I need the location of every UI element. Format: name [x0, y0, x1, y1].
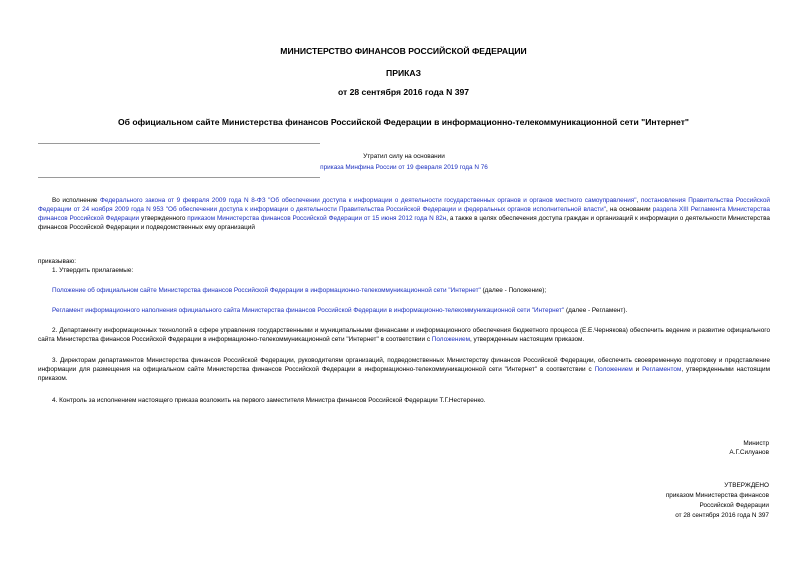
document-type: ПРИКАЗ [386, 68, 421, 78]
approval-line-1: УТВЕРЖДЕНО [724, 482, 769, 489]
document-date-number: от 28 сентября 2016 года N 397 [337, 87, 470, 97]
preamble-text-2: , [636, 197, 641, 204]
preamble-text-4: утвержденного [139, 215, 188, 222]
item-1-text: 1. Утвердить прилагаемые: [52, 267, 134, 274]
item-3-regulation-link[interactable]: Положением [594, 366, 633, 373]
item-1-sub-1 [52, 286, 546, 295]
item-1-sub-2 [52, 306, 627, 315]
item-2-regulation-link[interactable]: Положением [431, 336, 470, 343]
item-1-sub-1-rest: (далее - Положение); [480, 287, 547, 294]
preamble-text-5: , а также в целях обеспечения доступа граждан и организаций к информации о деятельности Министерства финансов Российской Федерации и подведомственных ему организаций [38, 215, 770, 231]
ministry-heading: МИНИСТЕРСТВО ФИНАНСОВ РОССИЙСКОЙ ФЕДЕРАЦИИ [280, 46, 527, 56]
item-2-rest: , утвержденным настоящим приказом. [469, 336, 585, 343]
validity-note-link-row [38, 163, 770, 172]
item-2-paragraph [38, 326, 770, 344]
signature-name: А.Г.Силуанов [729, 449, 769, 456]
item-3-rest: , утвержденными настоящим приказом. [38, 366, 770, 382]
signature-position: Министр [743, 440, 769, 447]
approval-line-4: от 28 сентября 2016 года N 397 [675, 512, 769, 519]
item-3-paragraph [38, 356, 770, 383]
ministry-order-link[interactable]: приказом Министерства финансов Российской Федерации от 15 июня 2012 года N 82н [187, 215, 447, 222]
repeal-order-link[interactable]: приказа Минфина России от 19 февраля 2019 года N 76 [320, 164, 488, 171]
item-3-mid: и [632, 366, 643, 373]
approval-line-3: Российской Федерации [699, 502, 769, 509]
item-3-rules-link[interactable]: Регламентом [642, 366, 682, 373]
federal-law-link[interactable]: Федерального закона от 9 февраля 2009 года N 8-ФЗ "Об обеспечении доступа к информации о деятельности государственных органов и органов местного самоуправления" [100, 197, 637, 204]
preamble-text-1: Во исполнение [52, 197, 101, 204]
item-2-text: 2. Департаменту информационных технологий в сфере управления государственными и муниципальными финансами и информационного обеспечения бюджетного процесса (Е.Е.Чернякова) обеспечить ведение и развитие официального сайта Министерства финансов Российской Федерации в информационно-телекоммуникационной сети "Интернет" в соответствии с [38, 327, 770, 343]
regulation-on-site-link[interactable]: Положение об официальном сайте Министерства финансов Российской Федерации в информационно-телекоммуникационной сети "Интернет" [52, 287, 481, 294]
note-rule-top [38, 143, 320, 144]
document-title: Об официальном сайте Министерства финансов Российской Федерации в информационно-телекоммуникационной сети "Интернет" [117, 117, 689, 127]
regulation-section-link[interactable]: раздела XIII Регламента Министерства финансов Российской Федерации [38, 206, 770, 222]
preamble-text-3: , на основании [605, 206, 653, 213]
validity-note-text: Утратил силу на основании [363, 153, 445, 160]
preamble-paragraph [38, 196, 770, 232]
item-3-text: 3. Директорам департаментов Министерства финансов Российской Федерации, руководителям организаций, подведомственных Министерству финансов Российской Федерации, обеспечить своевременную подготовку и представление информации для размещения на официальном сайте Министерства финансов Российской Федерации в информационно-телекоммуникационной сети "Интернет" в соответствии с [38, 357, 770, 373]
approval-line-2: приказом Министерства финансов [665, 492, 769, 499]
note-rule-bottom [38, 177, 320, 178]
content-regulation-link[interactable]: Регламент информационного наполнения официального сайта Министерства финансов Российской Федерации в информационно-телекоммуникационной сети "Интернет" [52, 307, 565, 314]
item-1-sub-2-rest: (далее - Регламент). [564, 307, 628, 314]
item-4-text: 4. Контроль за исполнением настоящего приказа возложить на первого заместителя Министра финансов Российской Федерации Т.Г.Нестеренко. [52, 397, 486, 404]
order-word: приказываю: [38, 258, 76, 265]
government-decree-link[interactable]: постановления Правительства Российской Федерации от 24 ноября 2009 года N 953 "Об обеспечении доступа к информации о деятельности Правительства Российской Федерации и федеральных органов исполнительной власти" [38, 197, 770, 213]
